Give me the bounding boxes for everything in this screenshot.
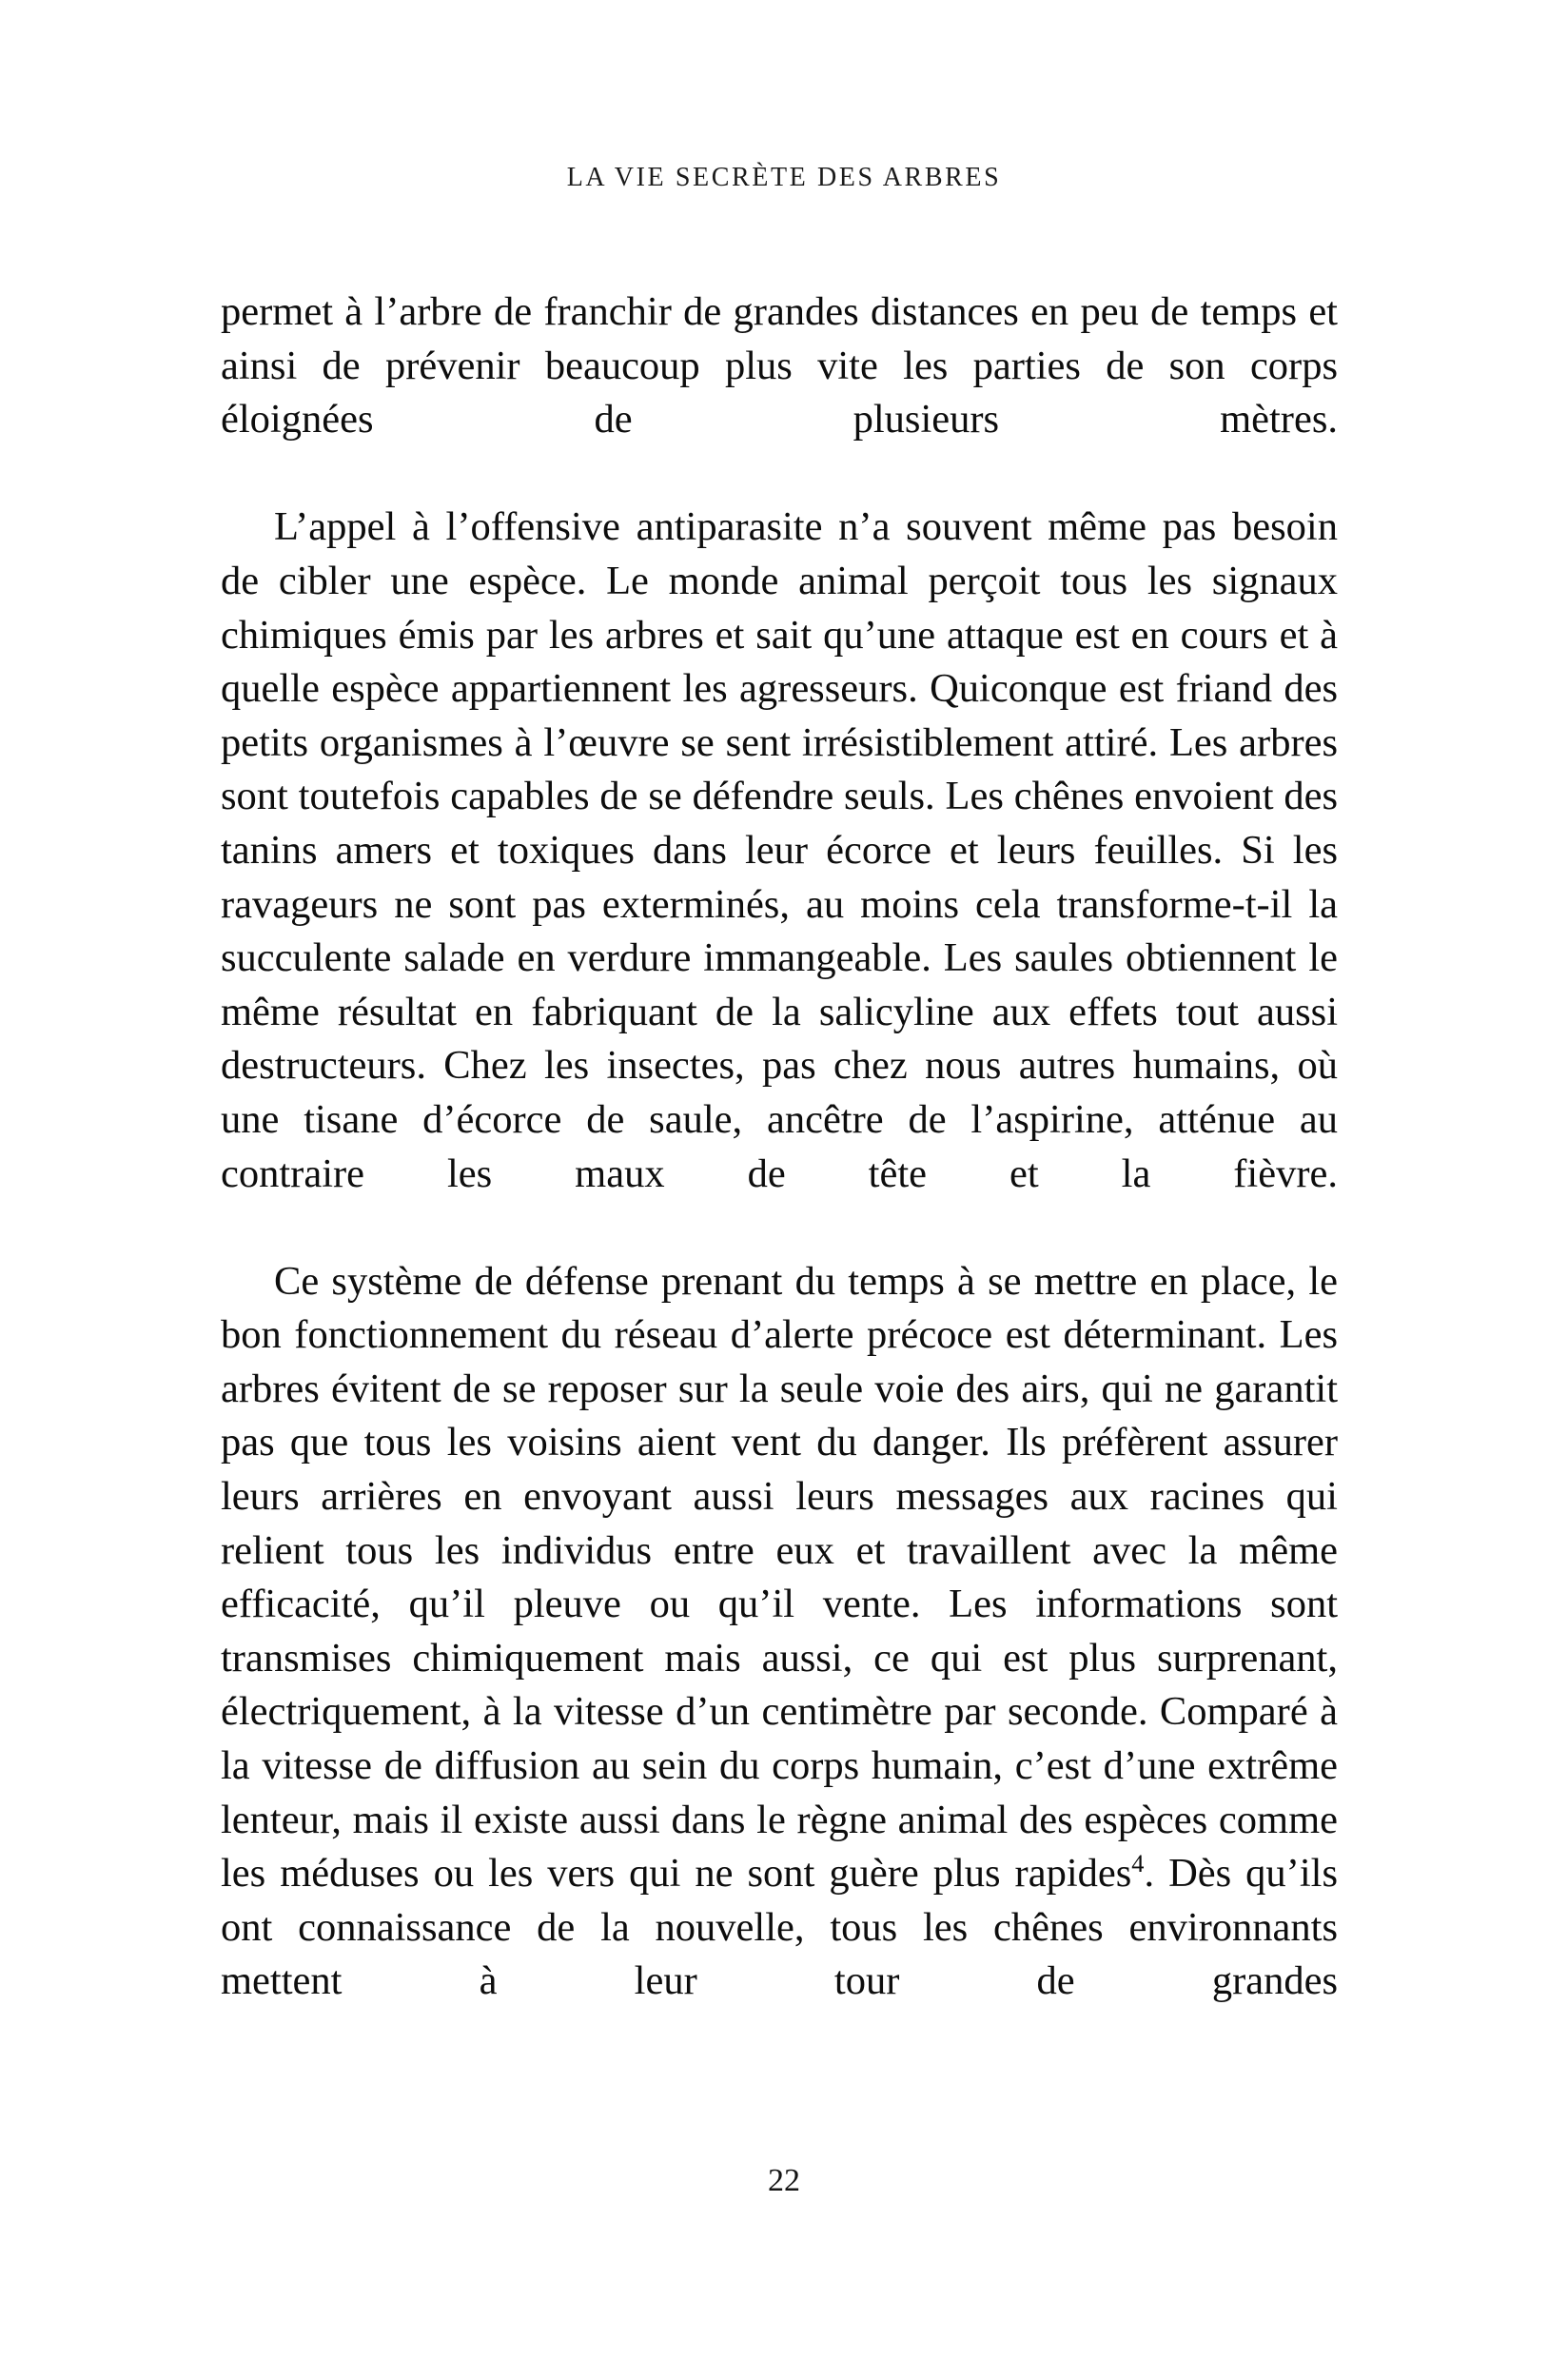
paragraph-1: permet à l’arbre de franchir de grandes distances en peu de temps et ainsi de prévenir beaucoup plus vite les parties de son corps éloignées de plusieurs mètres. [221,289,1338,442]
paragraph-3 [221,1255,1338,2063]
running-head: LA VIE SECRÈTE DES ARBRES [566,163,1002,192]
paragraph-3-text-after-footnote: . Dès qu’ils ont connaissance de la nouvelle, tous les chênes environnants mettent à leur tour de grandes [221,1851,1338,2004]
paragraph-3-text-before-footnote: Ce système de défense prenant du temps à se mettre en place, le bon fonctionnement du réseau d’alerte précoce est déterminant. Les arbres évitent de se reposer sur la seule voie des airs, qui ne garantit pas que tous les voisins aient vent du danger. Ils préfèrent assurer leurs arrières en envoyant aussi leurs messages aux racines qui relient tous les individus entre eux et travaillent avec la même efficacité, qu’il pleuve ou qu’il vente. Les informations sont transmises chimiquement mais aussi, ce qui est plus surprenant, électriquement, à la vitesse d’un centimètre par seconde. Comparé à la vitesse de diffusion au sein du corps humain, c’est d’une extrême lenteur, mais il existe aussi dans le règne animal des espèces comme les méduses ou les vers qui ne sont guère plus rapides [221,1258,1338,1897]
page-number: 22 [768,2163,800,2198]
paragraph-2: L’appel à l’offensive antiparasite n’a souvent même pas besoin de cibler une espèce. Le monde animal perçoit tous les signaux chimiques émis par les arbres et sait qu’une attaque est en cours et à quelle espèce appartiennent les agresseurs. Quiconque est friand des petits organismes à l’œuvre se sent irrésistiblement attiré. Les arbres sont toutefois capables de se défendre seuls. Les chênes envoient des tanins amers et toxiques dans leur écorce et leurs feuilles. Si les ravageurs ne sont pas exterminés, au moins cela transforme-t-il la succulente salade en verdure immangeable. Les saules obtiennent le même résultat en fabriquant de la salicyline aux effets tout aussi destructeurs. Chez les insectes, pas chez nous autres humains, où une tisane d’écorce de saule, ancêtre de l’aspirine, atténue au contraire les maux de tête et la fièvre. [221,504,1338,1196]
footnote-reference-marker[interactable]: 4 [1131,1850,1145,1878]
body-text-block [221,285,1338,2063]
